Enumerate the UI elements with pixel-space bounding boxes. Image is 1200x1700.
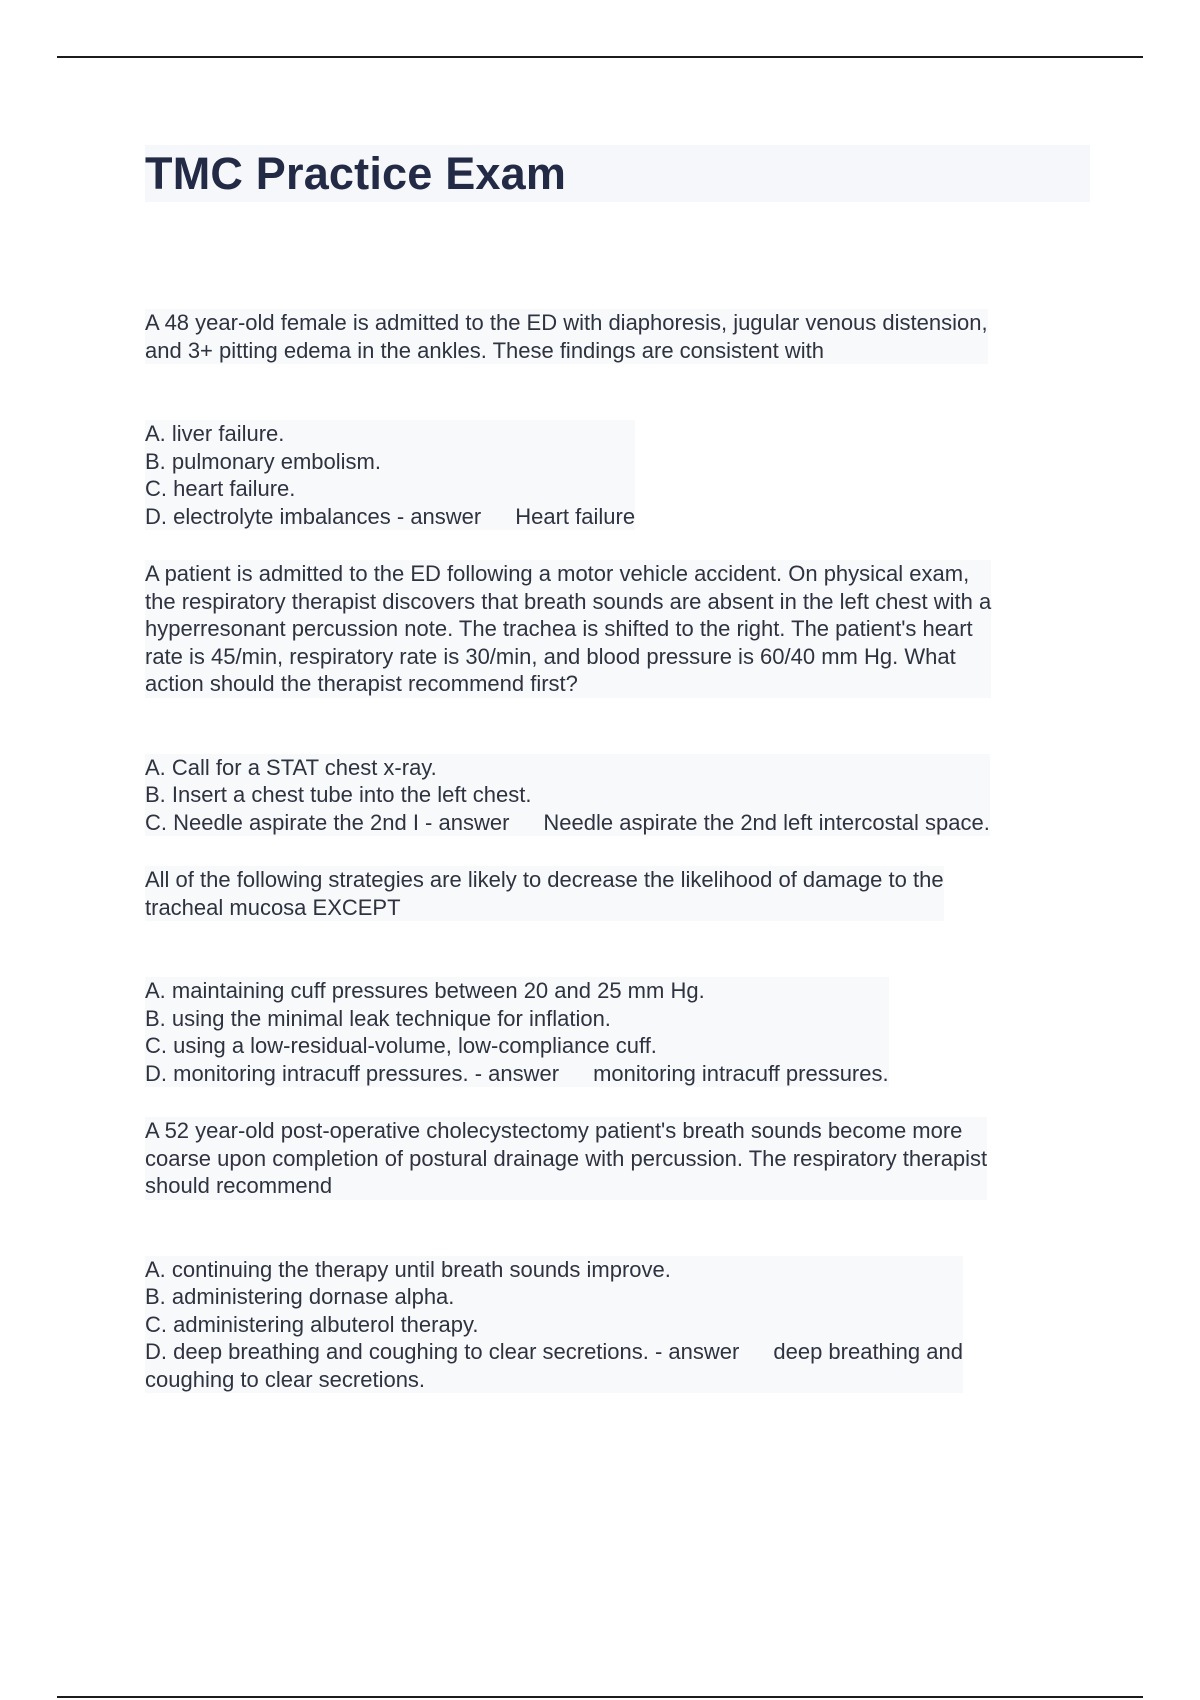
question-item [145,309,1090,530]
option-list [145,754,990,837]
option-d: D. deep breathing and coughing to clear secretions. - answer [145,1339,740,1364]
bottom-rule [57,1696,1143,1698]
page-title: TMC Practice Exam [145,148,567,199]
option-d: D. electrolyte imbalances - answer [145,503,482,529]
title-band [145,145,1090,202]
option-last-with-answer [145,809,990,837]
option-c: C. Needle aspirate the 2nd I - answer [145,809,510,835]
option-d: D. monitoring intracuff pressures. - answer [145,1060,560,1086]
option-a: A. maintaining cuff pressures between 20 and 25 mm Hg. [145,978,705,1003]
question-list [145,309,1090,1393]
question-text: A 52 year-old post-operative cholecystectomy patient's breath sounds become more coarse upon completion of postural drainage with percussion. The respiratory therapist should recommend [145,1118,988,1198]
answer-text: deep breathing and coughing to clear secretions. [145,1339,963,1392]
option-a: A. Call for a STAT chest x-ray. [145,754,437,780]
option-c: C. heart failure. [145,476,296,501]
question-item [145,1117,1090,1393]
option-list [145,420,635,530]
document-body [145,145,1090,1423]
option-a: A. liver failure. [145,421,285,446]
option-b: B. pulmonary embolism. [145,448,381,474]
option-last-with-answer [145,1060,889,1088]
answer-text: Heart failure [515,503,636,529]
option-b: B. administering dornase alpha. [145,1284,455,1309]
option-list [145,1256,963,1394]
answer-text: monitoring intracuff pressures. [593,1060,889,1086]
option-b: B. Insert a chest tube into the left chest. [145,782,532,807]
option-b: B. using the minimal leak technique for inflation. [145,1005,611,1031]
option-c: C. using a low-residual-volume, low-compliance cuff. [145,1033,657,1058]
top-rule [57,56,1143,58]
answer-text: Needle aspirate the 2nd left intercostal space. [543,809,990,835]
question-text: A 48 year-old female is admitted to the ED with diaphoresis, jugular venous distension, and 3+ pitting edema in the ankles. These findings are consistent with [145,310,988,363]
option-a: A. continuing the therapy until breath sounds improve. [145,1256,671,1282]
question-text: A patient is admitted to the ED following a motor vehicle accident. On physical exam, the respiratory therapist discovers that breath sounds are absent in the left chest with a hyperresonant percussion note. The trachea is shifted to the right. The patient's heart rate is 45/min, respiratory rate is 30/min, and blood pressure is 60/40 mm Hg. What action should the therapist recommend first? [145,561,992,696]
question-text: All of the following strategies are likely to decrease the likelihood of damage to the tracheal mucosa EXCEPT [145,867,944,920]
option-list [145,977,889,1087]
option-c: C. administering albuterol therapy. [145,1311,479,1337]
option-last-with-answer [145,503,635,531]
question-item [145,866,1090,1087]
question-item [145,560,1090,836]
option-last-with-answer [145,1338,963,1393]
